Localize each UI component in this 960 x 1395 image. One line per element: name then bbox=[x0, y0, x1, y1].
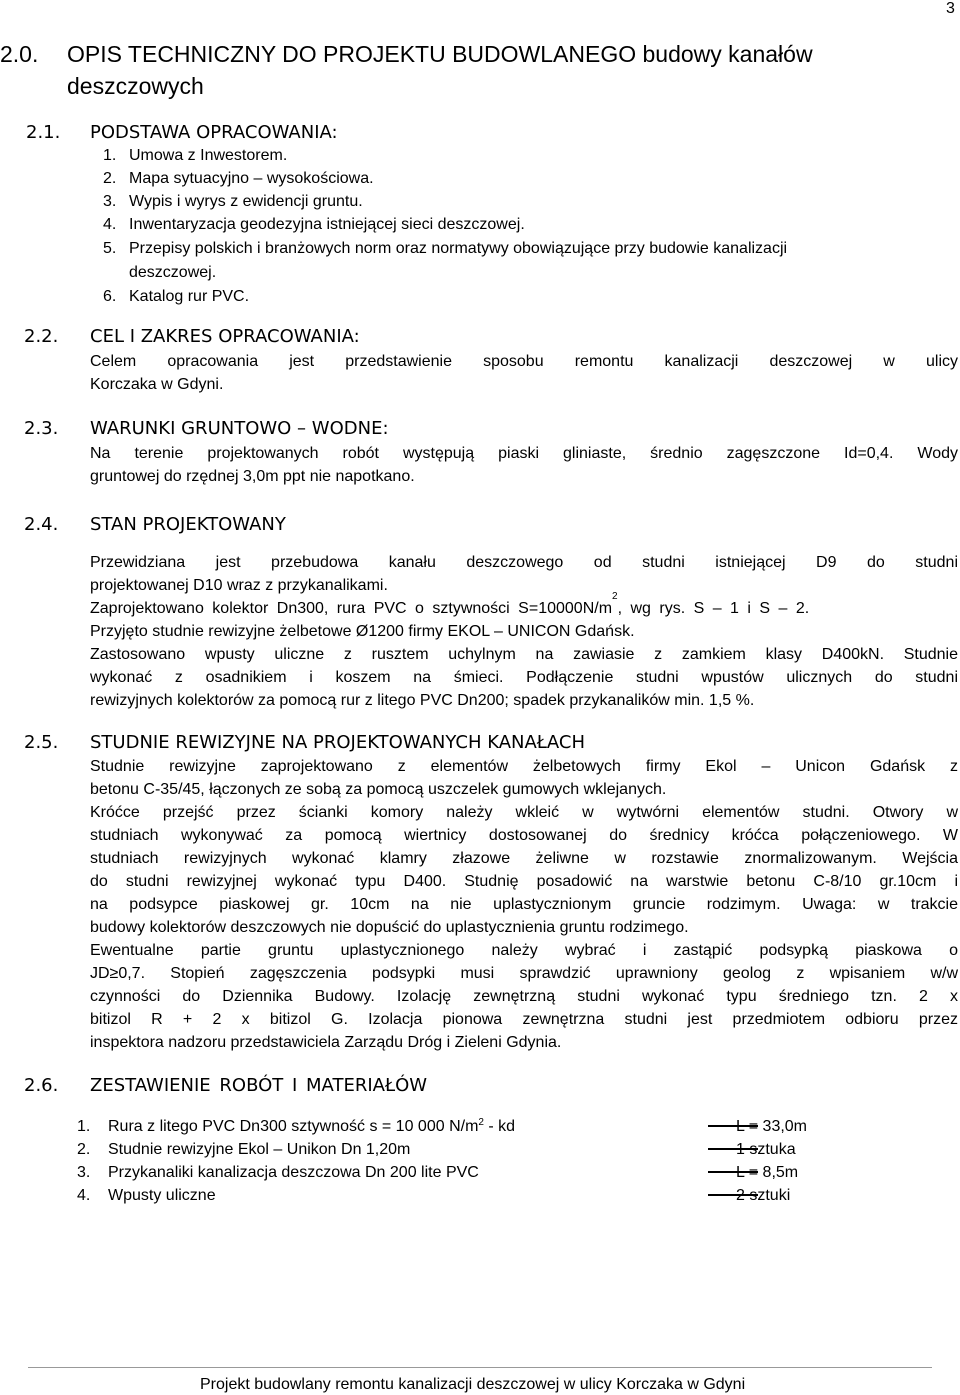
material-number: 2. bbox=[77, 1141, 91, 1158]
section-2-3-title: WARUNKI GRUNTOWO – WODNE: bbox=[90, 418, 389, 439]
material-number: 1. bbox=[77, 1118, 91, 1135]
material-number: 4. bbox=[77, 1187, 91, 1204]
paragraph-line: gruntowej do rzędnej 3,0m ppt nie napotkano. bbox=[90, 468, 415, 485]
section-2-1-title: PODSTAWA OPRACOWANIA: bbox=[90, 122, 338, 143]
material-quantity: L = 8,5m bbox=[736, 1164, 799, 1181]
material-item: Przykanaliki kanalizacja deszczowa Dn 200 lite PVC bbox=[108, 1164, 479, 1181]
material-item bbox=[108, 1115, 515, 1138]
material-unit: - kd bbox=[483, 1118, 516, 1135]
paragraph-line: studniach wykonywać za pomocą wiertnicy dostosowanej do średnicy króćca połączeniowego. W bbox=[90, 827, 958, 844]
paragraph-line: JD≥0,7. Stopień zagęszczenia podsypki musi sprawdzić uprawniony geolog z wpisaniem w/w bbox=[90, 965, 958, 982]
paragraph-line: projektowanej D10 wraz z przykanalikami. bbox=[90, 577, 388, 594]
superscript: 2 bbox=[612, 591, 618, 602]
heading-number: 2.0. bbox=[0, 41, 39, 67]
list-item-number: 1. bbox=[103, 147, 117, 164]
paragraph-line: bitizol R + 2 x bitizol G. Izolacja pionowa zewnętrzna studni jest przedmiotem odbioru przez bbox=[90, 1011, 958, 1028]
paragraph-line: Zastosowano wpusty uliczne z rusztem uchylnym na zawiasie z zamkiem klasy D400kN. Studnie bbox=[90, 646, 958, 663]
list-item-number: 3. bbox=[103, 193, 117, 210]
heading-line-1: OPIS TECHNICZNY DO PROJEKTU BUDOWLANEGO budowy kanałów bbox=[67, 41, 813, 67]
paragraph-text: Zaprojektowano kolektor Dn300, rura PVC o sztywności S=10000N/m bbox=[90, 600, 613, 617]
section-2-4-title: STAN PROJEKTOWANY bbox=[90, 514, 286, 535]
page-number: 3 bbox=[946, 0, 955, 17]
paragraph-line: Ewentualne partie gruntu uplastycznionego należy wybrać i zastąpić podsypką piaskowa o bbox=[90, 942, 958, 959]
list-item: Umowa z Inwestorem. bbox=[129, 147, 288, 164]
paragraph-line bbox=[90, 591, 958, 620]
material-item: Studnie rewizyjne Ekol – Unikon Dn 1,20m bbox=[108, 1141, 411, 1158]
paragraph-line: Celem opracowania jest przedstawienie sposobu remontu kanalizacji deszczowej w ulicy bbox=[90, 353, 958, 370]
list-item: Mapa sytuacyjno – wysokościowa. bbox=[129, 170, 374, 187]
section-2-6-title: ZESTAWIENIE ROBÓT I MATERIAŁÓW bbox=[90, 1075, 428, 1096]
list-item: Przepisy polskich i branżowych norm oraz normatywy obowiązujące przy budowie kanalizacji bbox=[129, 240, 788, 257]
superscript: 2 bbox=[478, 1117, 484, 1128]
section-2-2-number: 2.2. bbox=[24, 326, 59, 347]
paragraph-line: studniach rewizyjnych wykonać klamry złazowe żeliwne w rozstawie znormalizowanym. Wejścia bbox=[90, 850, 958, 867]
paragraph-line: do studni rewizyjnej wykonać typu D400. Studnię posadowić na warstwie betonu C-8/10 gr.10cm i bbox=[90, 873, 958, 890]
footer-rule bbox=[28, 1367, 932, 1368]
paragraph-line: inspektora nadzoru przedstawiciela Zarządu Dróg i Zieleni Gdynia. bbox=[90, 1034, 562, 1051]
material-quantity: L = 33,0m bbox=[736, 1118, 808, 1135]
section-2-1-number: 2.1. bbox=[26, 122, 61, 143]
material-item: Wpusty uliczne bbox=[108, 1187, 216, 1204]
list-item-number: 2. bbox=[103, 170, 117, 187]
material-quantity: 1 sztuka bbox=[736, 1141, 796, 1158]
paragraph-line: Korczaka w Gdyni. bbox=[90, 376, 224, 393]
paragraph-line: Przyjęto studnie rewizyjne żelbetowe Ø1200 firmy EKOL – UNICON Gdańsk. bbox=[90, 623, 635, 640]
material-number: 3. bbox=[77, 1164, 91, 1181]
page-footer: Projekt budowlany remontu kanalizacji deszczowej w ulicy Korczaka w Gdyni bbox=[200, 1376, 746, 1393]
section-2-5-title: STUDNIE REWIZYJNE NA PROJEKTOWANYCH KANAŁACH bbox=[90, 732, 586, 753]
material-quantity: 2 sztuki bbox=[736, 1187, 791, 1204]
material-name: Rura z litego PVC Dn300 sztywność s = 10 000 N/m bbox=[108, 1118, 479, 1135]
section-2-2-title: CEL I ZAKRES OPRACOWANIA: bbox=[90, 326, 360, 347]
paragraph-line: wykonać z osadnikiem i koszem na śmieci. Podłączenie studni wpustów ulicznych do studni bbox=[90, 669, 958, 686]
paragraph-line: budowy kolektorów deszczowych nie dopuścić do uplastycznienia gruntu rodzimego. bbox=[90, 919, 689, 936]
list-item: Inwentaryzacja geodezyjna istniejącej sieci deszczowej. bbox=[129, 216, 525, 233]
list-item: Wypis i wyrys z ewidencji gruntu. bbox=[129, 193, 363, 210]
list-item: Katalog rur PVC. bbox=[129, 288, 250, 305]
paragraph-line: rewizyjnych kolektorów za pomocą rur z litego PVC Dn200; spadek przykanalików min. 1,5 %. bbox=[90, 692, 755, 709]
paragraph-line: czynności do Dziennika Budowy. Izolację zewnętrzną studni wykonać typu średniego tzn. 2 x bbox=[90, 988, 958, 1005]
paragraph-text: , wg rys. S – 1 i S – 2. bbox=[617, 600, 810, 617]
section-2-6-number: 2.6. bbox=[24, 1075, 59, 1096]
section-2-4-number: 2.4. bbox=[24, 514, 59, 535]
heading-line-2: deszczowych bbox=[67, 73, 204, 99]
list-item-number: 5. bbox=[103, 240, 117, 257]
list-item-number: 6. bbox=[103, 288, 117, 305]
section-2-3-number: 2.3. bbox=[24, 418, 59, 439]
paragraph-line: Na terenie projektowanych robót występują piaski gliniaste, średnio zagęszczone Id=0,4. Wody bbox=[90, 445, 958, 462]
paragraph-line: Studnie rewizyjne zaprojektowano z elementów żelbetowych firmy Ekol – Unicon Gdańsk z bbox=[90, 758, 958, 775]
list-item-number: 4. bbox=[103, 216, 117, 233]
list-item-continuation: deszczowej. bbox=[129, 264, 217, 281]
paragraph-line: na podsypce piaskowej gr. 10cm na nie uplastycznionym gruncie rodzimym. Uwaga: w trakcie bbox=[90, 896, 958, 913]
paragraph-line: Króćce przejść przez ścianki komory należy wkleić w wytwórni elementów studni. Otwory w bbox=[90, 804, 958, 821]
paragraph-line: Przewidziana jest przebudowa kanału deszczowego od studni istniejącej D9 do studni bbox=[90, 554, 958, 571]
section-2-5-number: 2.5. bbox=[24, 732, 59, 753]
paragraph-line: betonu C-35/45, łączonych ze sobą za pomocą uszczelek gumowych wklejanych. bbox=[90, 781, 667, 798]
